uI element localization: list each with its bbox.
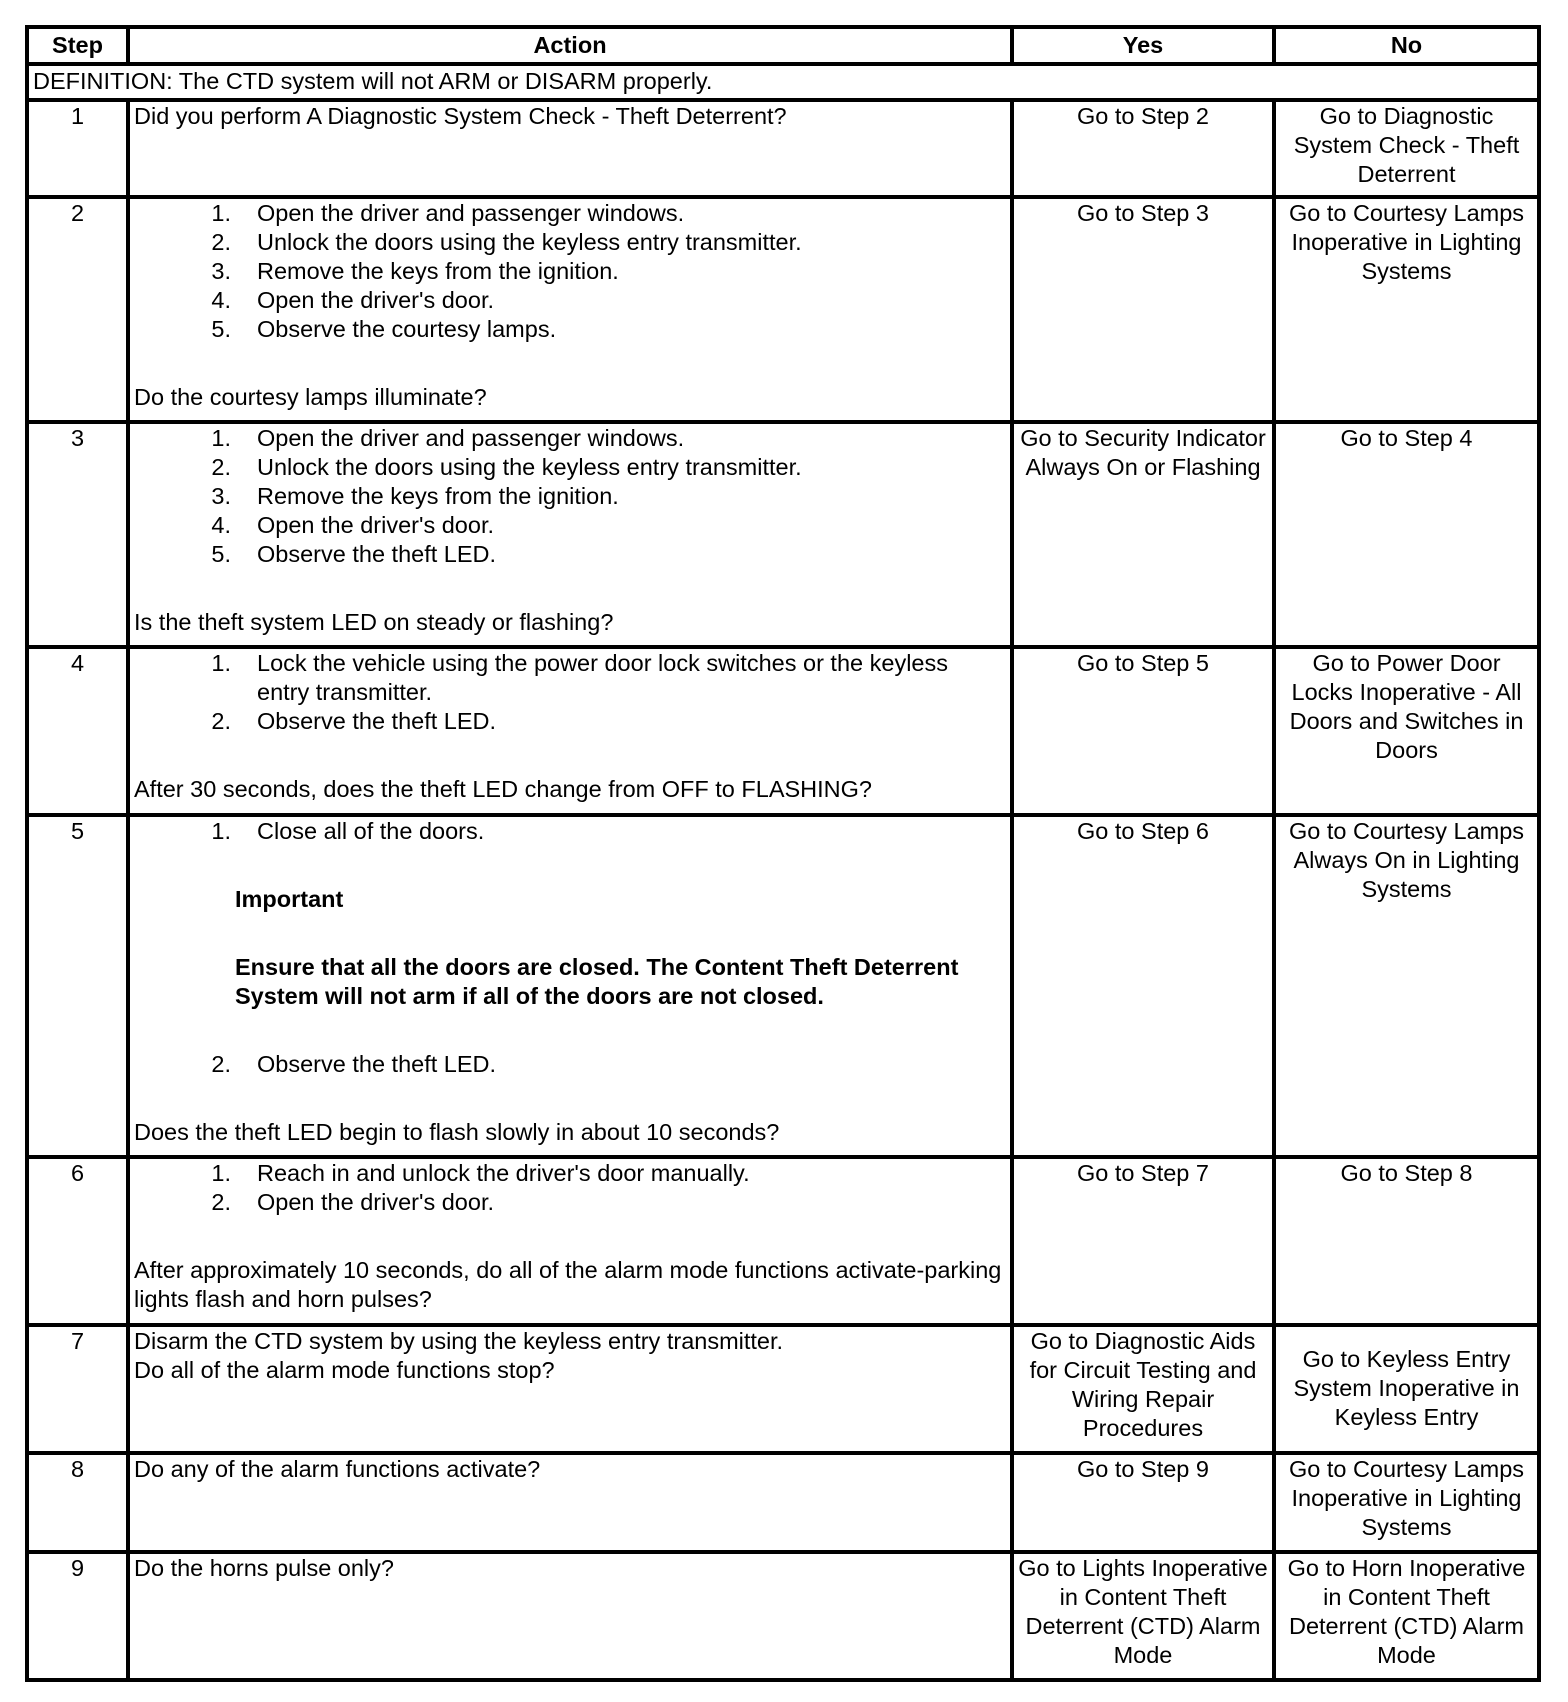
no-cell: Go to Courtesy Lamps Inoperative in Lighting Systems (1274, 197, 1539, 422)
action-question: Do any of the alarm functions activate? (134, 1456, 541, 1482)
action-cell (128, 100, 1012, 197)
list-item: 2. Unlock the doors using the keyless entry transmitter. (211, 454, 802, 480)
list-item: 1. Open the driver and passenger windows. (211, 425, 685, 451)
step-number: 3 (27, 422, 128, 647)
diagnostic-table (25, 25, 1541, 1682)
action-cell (128, 647, 1012, 815)
table-row (27, 1325, 1539, 1453)
no-cell: Go to Courtesy Lamps Inoperative in Lighting Systems (1274, 1453, 1539, 1552)
action-question: Is the theft system LED on steady or flashing? (134, 609, 614, 635)
table-row (27, 422, 1539, 647)
no-cell: Go to Power Door Locks Inoperative - All Doors and Switches in Doors (1274, 647, 1539, 815)
step-number: 7 (27, 1325, 128, 1453)
header-yes: Yes (1012, 27, 1274, 64)
list-item: 4. Open the driver's door. (211, 512, 495, 538)
header-step: Step (27, 27, 128, 64)
action-cell (128, 1552, 1012, 1680)
list-item: 2. Observe the theft LED. (211, 708, 497, 734)
action-question: Do all of the alarm mode functions stop? (134, 1357, 555, 1383)
action-instruction: Disarm the CTD system by using the keyless entry transmitter. (134, 1328, 784, 1354)
definition-row (27, 64, 1539, 100)
action-question: Does the theft LED begin to flash slowly in about 10 seconds? (134, 1119, 780, 1145)
list-item: 1. Open the driver and passenger windows. (211, 200, 685, 226)
yes-cell: Go to Step 3 (1012, 197, 1274, 422)
action-cell (128, 1157, 1012, 1325)
table-row (27, 1453, 1539, 1552)
header-row (27, 27, 1539, 64)
yes-cell: Go to Security Indicator Always On or Flashing (1012, 422, 1274, 647)
list-item: 5. Observe the courtesy lamps. (211, 316, 557, 342)
yes-cell: Go to Step 6 (1012, 815, 1274, 1157)
action-cell (128, 1325, 1012, 1453)
list-item: 2. Open the driver's door. (211, 1189, 495, 1215)
no-cell: Go to Courtesy Lamps Always On in Lighting Systems (1274, 815, 1539, 1157)
list-item: 4. Open the driver's door. (211, 287, 495, 313)
yes-cell: Go to Step 7 (1012, 1157, 1274, 1325)
action-cell (128, 197, 1012, 422)
yes-cell: Go to Step 2 (1012, 100, 1274, 197)
diagnostic-table-container (25, 25, 1541, 1682)
table-row (27, 815, 1539, 1157)
important-label: Important (235, 886, 344, 912)
step-number: 5 (27, 815, 128, 1157)
list-item: 3. Remove the keys from the ignition. (211, 258, 619, 284)
table-row (27, 1552, 1539, 1680)
table-row (27, 647, 1539, 815)
header-no: No (1274, 27, 1539, 64)
no-cell: Go to Keyless Entry System Inoperative in Keyless Entry (1274, 1325, 1539, 1453)
yes-cell: Go to Step 9 (1012, 1453, 1274, 1552)
no-cell: Go to Step 8 (1274, 1157, 1539, 1325)
action-question: Did you perform A Diagnostic System Check - Theft Deterrent? (134, 103, 787, 129)
no-cell: Go to Horn Inoperative in Content Theft Deterrent (CTD) Alarm Mode (1274, 1552, 1539, 1680)
action-steps-list (134, 1159, 1006, 1217)
table-row (27, 1157, 1539, 1325)
step-number: 2 (27, 197, 128, 422)
list-item: 1. Reach in and unlock the driver's door manually. (211, 1160, 750, 1186)
action-steps-list (134, 649, 1006, 736)
yes-cell: Go to Diagnostic Aids for Circuit Testing and Wiring Repair Procedures (1012, 1325, 1274, 1453)
list-item: 5. Observe the theft LED. (211, 541, 497, 567)
action-question: After 30 seconds, does the theft LED change from OFF to FLASHING? (134, 776, 872, 802)
action-steps-list (134, 199, 1006, 344)
action-cell (128, 422, 1012, 647)
action-cell (128, 815, 1012, 1157)
action-cell (128, 1453, 1012, 1552)
table-row (27, 197, 1539, 422)
action-question: After approximately 10 seconds, do all of the alarm mode functions activate-parking lights flash and horn pulses? (134, 1257, 1002, 1312)
list-item: 1. Lock the vehicle using the power door lock switches or the keyless entry transmitter. (211, 650, 948, 705)
action-question: Do the courtesy lamps illuminate? (134, 384, 487, 410)
step-number: 9 (27, 1552, 128, 1680)
no-cell: Go to Diagnostic System Check - Theft Deterrent (1274, 100, 1539, 197)
no-cell: Go to Step 4 (1274, 422, 1539, 647)
step-number: 6 (27, 1157, 128, 1325)
step-number: 1 (27, 100, 128, 197)
action-question: Do the horns pulse only? (134, 1555, 394, 1581)
step-number: 8 (27, 1453, 128, 1552)
step-number: 4 (27, 647, 128, 815)
list-item: 1. Close all of the doors. (211, 818, 485, 844)
yes-cell: Go to Step 5 (1012, 647, 1274, 815)
list-item: 2. Observe the theft LED. (211, 1051, 497, 1077)
header-action: Action (128, 27, 1012, 64)
yes-cell: Go to Lights Inoperative in Content Theft Deterrent (CTD) Alarm Mode (1012, 1552, 1274, 1680)
definition-text: DEFINITION: The CTD system will not ARM or DISARM properly. (27, 64, 1539, 100)
list-item: 2. Unlock the doors using the keyless entry transmitter. (211, 229, 802, 255)
important-text: Ensure that all the doors are closed. The Content Theft Deterrent System will not arm if all of the doors are not closed. (235, 954, 959, 1009)
action-steps-list (134, 1050, 1006, 1079)
list-item: 3. Remove the keys from the ignition. (211, 483, 619, 509)
action-steps-list (134, 817, 1006, 846)
table-row (27, 100, 1539, 197)
action-steps-list (134, 424, 1006, 569)
